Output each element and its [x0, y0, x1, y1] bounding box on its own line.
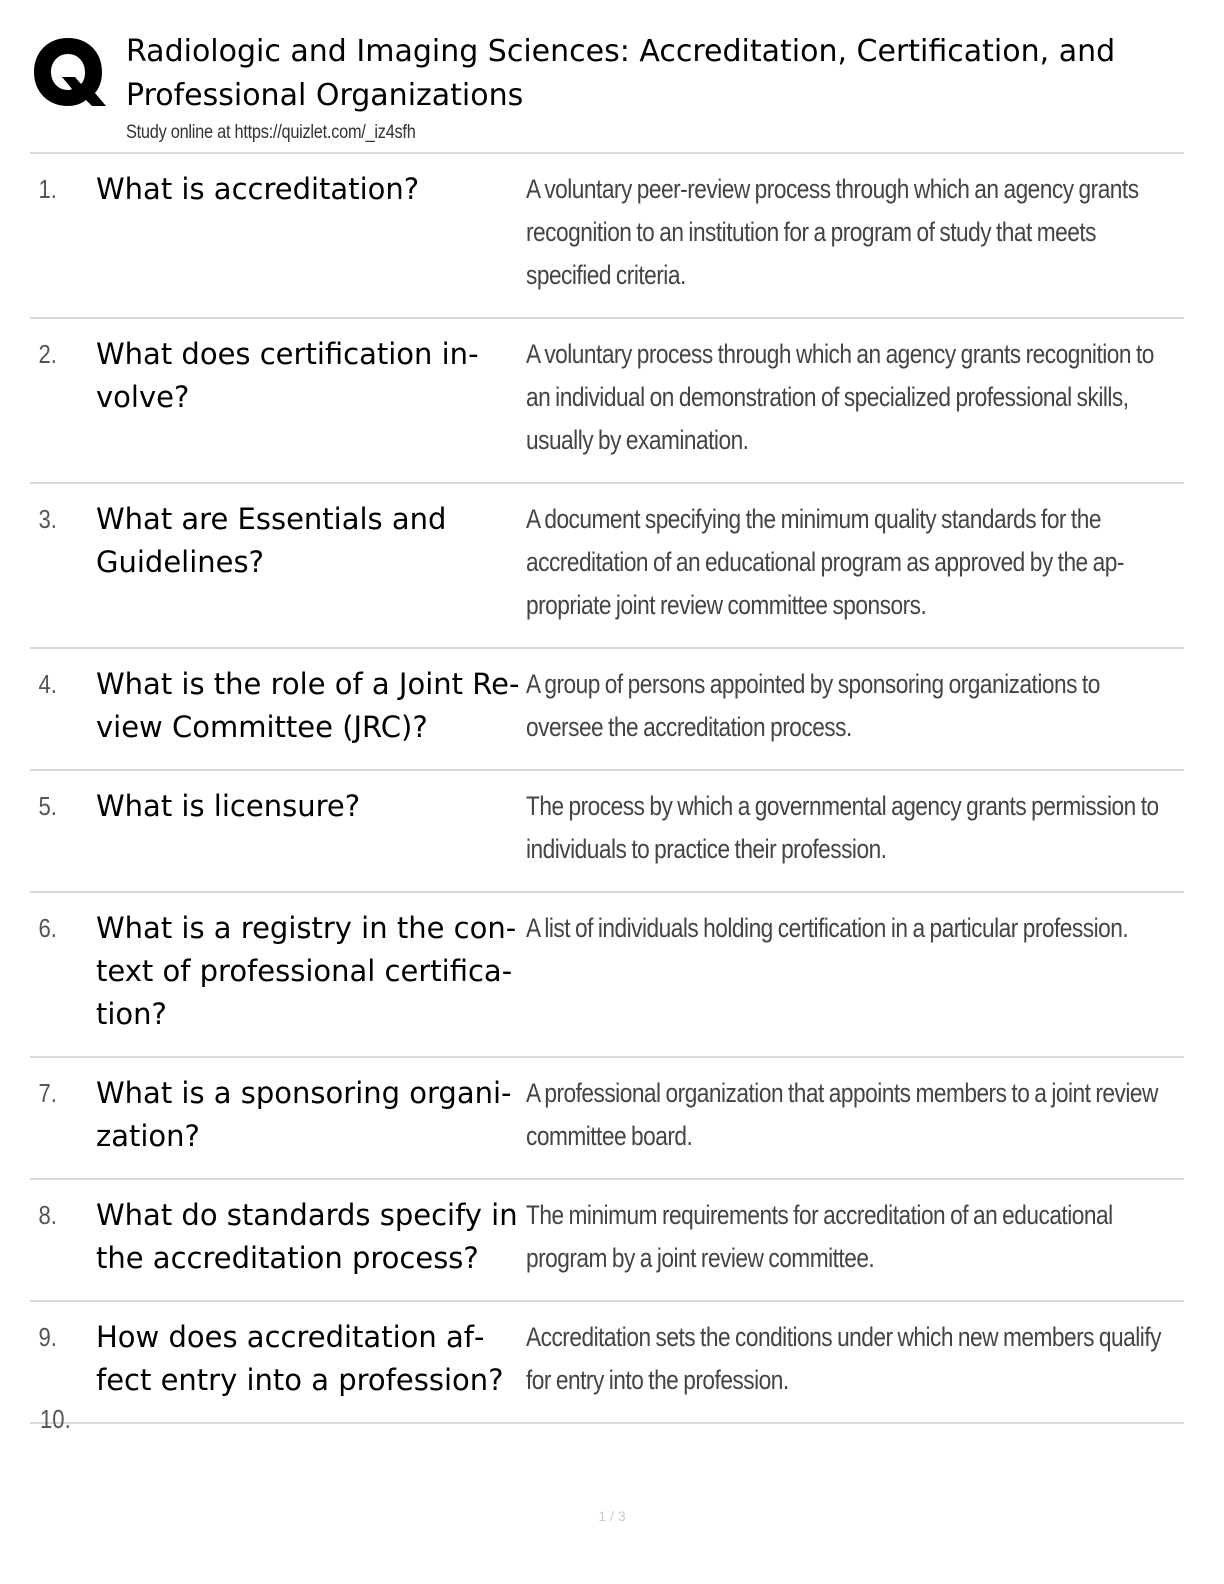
card-number: 8. — [38, 1200, 57, 1230]
card-term: What is a registry in the context of professional certification? — [96, 911, 517, 1031]
card-definition: Accreditation sets the conditions under which new members qualify for entry into the profession. — [526, 1322, 1161, 1395]
card-number: 7. — [38, 1078, 57, 1108]
flashcard-item — [30, 649, 1184, 771]
card-term: What do standards specify in the accreditation process? — [96, 1198, 518, 1275]
card-definition: A voluntary peer-review process through which an agency grants recognition to an institution for a program of study that meets specified criteria. — [526, 174, 1139, 290]
flashcard-list — [30, 152, 1184, 1424]
flashcard-item — [30, 771, 1184, 893]
card-number: 5. — [38, 791, 57, 821]
flashcard-item — [30, 319, 1184, 484]
study-online-link[interactable]: Study online at https://quizlet.com/_iz4sfh — [126, 122, 416, 143]
card-definition: The minimum requirements for accreditation of an educational program by a joint review committee. — [526, 1200, 1113, 1273]
card-definition: A voluntary process through which an agency grants recognition to an individual on demonstration of specialized professional skills, usually by examination. — [526, 339, 1154, 455]
card-number: 3. — [38, 504, 57, 534]
card-term: What is a sponsoring organization? — [96, 1076, 512, 1153]
card-number: 9. — [38, 1322, 57, 1352]
card-number: 4. — [38, 669, 57, 699]
card-definition: A document specifying the minimum quality standards for the accreditation of an educational program as approved by the appropriate joint review committee sponsors. — [526, 504, 1125, 620]
flashcard-item — [30, 893, 1184, 1058]
quizlet-q-logo-icon — [30, 34, 106, 110]
card-definition: A group of persons appointed by sponsoring organizations to oversee the accreditation process. — [526, 669, 1100, 742]
flashcard-item — [30, 154, 1184, 319]
card-term: How does accreditation affect entry into a profession? — [96, 1320, 504, 1397]
card-term: What are Essentials and Guidelines? — [96, 502, 447, 579]
page-title: Radiologic and Imaging Sciences: Accreditation, Certification, and Professional Organizations — [126, 34, 1116, 113]
card-term: What is accreditation? — [96, 172, 420, 206]
card-number: 6. — [38, 913, 57, 943]
page-header — [30, 28, 1220, 148]
card-number: 1. — [38, 174, 57, 204]
flashcard-item — [30, 1058, 1184, 1180]
page-number: 1 / 3 — [598, 1508, 626, 1524]
card-term: What is licensure? — [96, 789, 361, 823]
card-definition: A list of individuals holding certification in a particular profession. — [526, 913, 1129, 943]
flashcard-item — [30, 1180, 1184, 1302]
card-term: What does certification involve? — [96, 337, 479, 414]
card-number: 10. — [40, 1404, 71, 1434]
flashcard-item — [30, 484, 1184, 649]
card-definition: The process by which a governmental agency grants permission to individuals to practice their profession. — [526, 791, 1159, 864]
card-definition: A professional organization that appoints members to a joint review committee board. — [526, 1078, 1158, 1151]
card-number: 2. — [38, 339, 57, 369]
flashcard-item — [30, 1302, 1184, 1424]
card-term: What is the role of a Joint Review Committee (JRC)? — [96, 667, 520, 744]
